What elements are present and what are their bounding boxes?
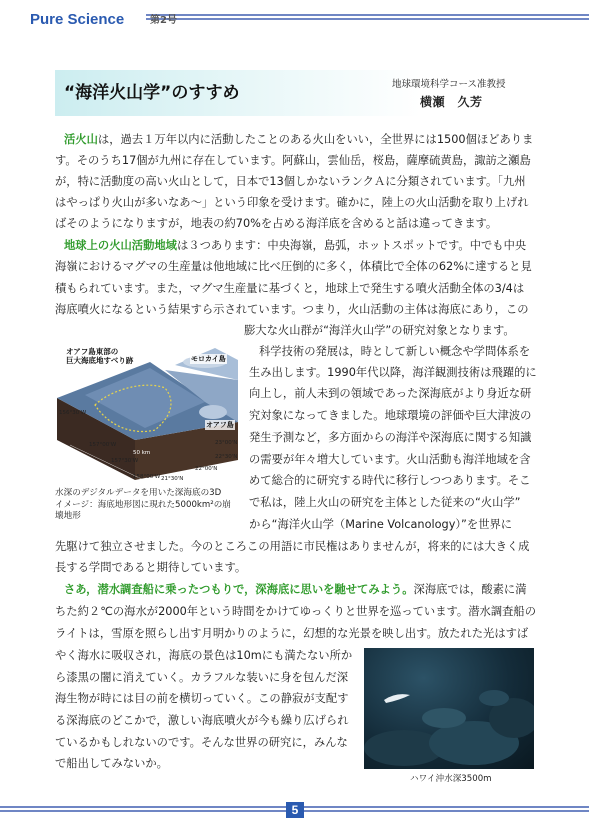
body-line: で私は，陸上火山の研究を主体とした従来の“火山学”: [249, 496, 521, 509]
body-line: さあ，潜水調査船に乗ったつもりで，深海底に思いを馳せてみよう。深海底では，酸素に満: [64, 583, 527, 596]
highlight-term: 地球上の火山活動地域: [64, 239, 177, 252]
island-label-oahu: オアフ島: [206, 421, 234, 429]
body-line: 長する学問であると期待しています。: [55, 561, 247, 574]
body-line: す。そのうち17個が九州に存在しています。阿蘇山，雲仙岳，桜島，薩摩硫黄島，諏訪之瀬島: [55, 154, 531, 167]
map-title-label: オアフ島東部の 巨大海底地すべり跡: [66, 347, 134, 365]
body-line: の需要が年々増大しています。火山活動も海洋地域を含: [249, 453, 531, 466]
photo-caption: ハワイ沖水深3500m: [410, 774, 492, 784]
map-coord-label: 22°00'N: [195, 466, 218, 472]
body-line: ら漆黒の闇に消えていく。カラフルな装いに身を包んだ深: [55, 671, 349, 684]
map-coord-label: 157°00'W: [89, 442, 117, 448]
magazine-title: Pure Science: [0, 8, 146, 32]
body-line: 海嶺におけるマグマの生産量は他地域に比べ圧倒的に多く，体積比で全体の62%に達すると見: [55, 260, 532, 273]
map-scale: 50 km: [133, 450, 151, 456]
map-coord-label: 156°30'W: [59, 410, 87, 416]
map-coord-label: 22°30'N: [215, 454, 238, 460]
body-line: が，特に活動度の高い火山として，日本で13個しかないランクＡに分類されています。「九州: [55, 175, 526, 188]
seafloor-3d-map-image: [55, 340, 240, 485]
body-line: ちた約２℃の海水が2000年という時間をかけてゆっくりと世界を巡っています。潜水調査船の: [55, 605, 537, 618]
deep-sea-photo: [364, 648, 534, 769]
body-line: 発生予測など，多方面からの海洋や深海底に関する知識: [249, 431, 532, 444]
body-line: 生み出します。1990年代以降，海洋観測技術は飛躍的に: [249, 366, 537, 379]
body-line: ているかもしれないのです。そんな世界の研究に，みんな: [55, 736, 348, 749]
author-department: 地球環境科学コース准教授: [392, 79, 506, 90]
issue-number: 第2号: [150, 15, 177, 26]
body-line: 海底噴火になるという結果すら示されています。つまり，火山活動の主体は海底にあり，この: [55, 303, 529, 316]
body-line: 地球上の火山活動地域は３つあります：中央海嶺，島弧，ホットスポットです。中でも中央: [64, 239, 527, 252]
map-coord-label: 158°00'W: [133, 474, 161, 480]
highlight-term: さあ，潜水調査船に乗ったつもりで，深海底に思いを馳せてみよう。: [64, 583, 414, 596]
body-line: ライトは，雪原を照らし出す月明かりのように，幻想的な光景を映し出す。放たれた光はすば: [55, 627, 529, 640]
deep-sea-illustration: [364, 648, 534, 769]
body-line: 究対象になってきました。地球環境の評価や巨大津波の: [249, 409, 532, 422]
body-line: めて総合的に研究する時代に移行しつつあります。そこ: [249, 474, 531, 487]
figure-caption: 水深のデジタルデータを用いた深海底の3D イメージ：海底地形図に現れた5000km²の崩 壊地形: [55, 488, 231, 521]
highlight-term: 活火山: [64, 133, 98, 146]
body-line: る深海底のどこかで，激しい海底噴火が今も繰り広げられ: [55, 714, 349, 727]
map-coord-label: 157°30'W: [111, 458, 139, 464]
body-line: ばそのようになりますが，地表の約70%を占める海洋底を含めると話は違ってきます。: [55, 217, 498, 230]
body-line: 積もられています。また，マグマ生産量に基づくと，地球上で発生する噴火活動全体の3/4は: [55, 282, 525, 295]
article-title: “海洋火山学”のすすめ: [64, 83, 240, 103]
island-label-molokai: モロカイ島: [191, 355, 226, 363]
body-line: やく海水に吸収され，海底の景色は10mにも満たない所か: [55, 649, 353, 662]
body-line: 海生物が時には目の前を横切っていく。この静寂が支配す: [55, 692, 349, 705]
body-line: 向上し，前人未到の領域であった深海底がより身近な研: [249, 387, 532, 400]
map-coord-label: 23°00'N: [215, 440, 238, 446]
body-line: で船出してみないか。: [55, 757, 168, 770]
author-name: 横瀬 久芳: [420, 95, 483, 109]
page-number: 5: [286, 802, 304, 818]
map-coord-label: 21°30'N: [161, 476, 184, 482]
body-line: 膨大な火山群が“海洋火山学”の研究対象となります。: [244, 324, 515, 337]
body-line: 活火山は，過去１万年以内に活動したことのある火山をいい，全世界には1500個ほどありま: [64, 133, 534, 146]
body-line: はやっぱり火山が多いなあ〜」という印象を受けます。確かに，陸上の火山活動を取り上げれ: [55, 196, 529, 209]
body-line: 先駆けて独立させました。今のところこの用語に市民権はありませんが，将来的には大きく成: [55, 540, 530, 553]
body-line: から“海洋火山学（Marine Volcanology）”を世界に: [249, 518, 513, 531]
body-line: 科学技術の発展は，時として新しい概念や学問体系を: [259, 345, 531, 358]
